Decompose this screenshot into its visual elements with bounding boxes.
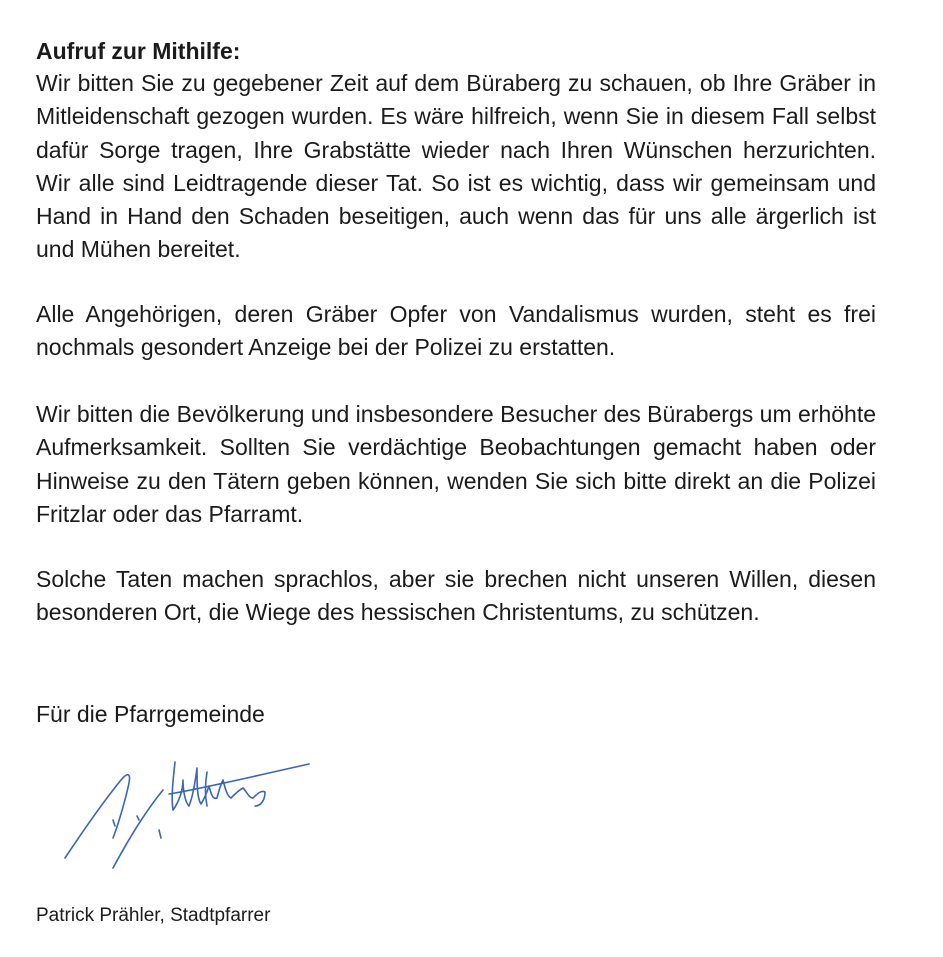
paragraph-attention-request: Wir bitten die Bevölkerung und insbesondere Besucher des Bürabergs um erhöhte Aufmerksamkeit. Sollten Sie verdächtige Beobachtungen gemacht haben oder Hinweise zu den Tätern geben können, wenden Sie sich bitte direkt an die Polizei Fritzlar oder das Pfarramt. [36, 401, 876, 527]
heading: Aufruf zur Mithilfe: [36, 38, 241, 64]
paragraph-call-to-help: Wir bitten Sie zu gegebener Zeit auf dem Büraberg zu schauen, ob Ihre Gräber in Mitleidenschaft gezogen wurden. Es wäre hilfreich, wenn Sie in diesem Fall selbst dafür Sorge tragen, Ihre Grabstätte wieder nach Ihren Wünschen herzurichten. Wir alle sind Leidtragende dieser Tat. So ist es wichtig, dass wir gemeinsam und Hand in Hand den Schaden beseitigen, auch wenn das für uns alle ärgerlich ist und Mühen bereitet. [36, 70, 876, 263]
handwritten-signature [55, 750, 325, 880]
paragraph-police-report: Alle Angehörigen, deren Gräber Opfer von Vandalismus wurden, steht es frei nochmals gesondert Anzeige bei der Polizei zu erstatten. [36, 301, 876, 361]
greeting: Für die Pfarrgemeinde [36, 701, 265, 727]
paragraph-closing: Solche Taten machen sprachlos, aber sie brechen nicht unseren Willen, diesen besonderen Ort, die Wiege des hessischen Christentums, zu schützen. [36, 566, 876, 626]
signer-name: Patrick Prähler, Stadtpfarrer [36, 905, 271, 926]
